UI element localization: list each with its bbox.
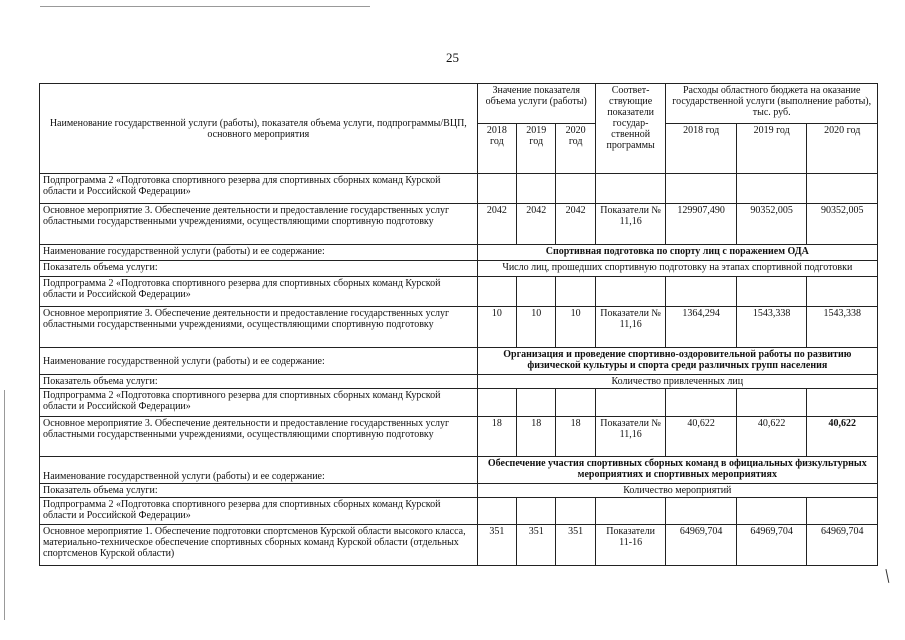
scan-left-edge xyxy=(4,390,5,620)
value-cell: 18 xyxy=(517,417,556,457)
value-cell: 18 xyxy=(477,417,516,457)
header-correspond: Соответствующие показатели государственной программы xyxy=(595,84,666,174)
value-cell: 18 xyxy=(556,417,595,457)
indicator-cell: Показатели 11-16 xyxy=(595,525,666,566)
indicator-cell: Показатели № 11,16 xyxy=(595,307,666,348)
expense-cell: 40,622 xyxy=(736,417,807,457)
volume-name: Количество привлеченных лиц xyxy=(477,375,877,389)
header-expense-group: Расходы областного бюджета на оказание государственной услуги (выполнение работы), тыс. руб. xyxy=(666,84,878,124)
value-cell: 10 xyxy=(517,307,556,348)
value-cell: 2042 xyxy=(556,204,595,245)
header-name-col: Наименование государственной услуги (работы), показателя объема услуги, подпрограммы/ВЦП, основного мероприятия xyxy=(40,84,478,174)
expense-cell: 64969,704 xyxy=(807,525,878,566)
scan-pen-mark xyxy=(876,569,890,585)
volume-label: Показатель объема услуги: xyxy=(40,261,478,277)
scan-top-line xyxy=(40,6,370,7)
service-label: Наименование государственной услуги (работы) и ее содержание: xyxy=(40,348,478,375)
subprogram-text: Подпрограмма 2 «Подготовка спортивного резерва для спортивных сборных команд Курской области и Российской Федерации» xyxy=(40,498,478,525)
subprogram-text: Подпрограмма 2 «Подготовка спортивного резерва для спортивных сборных команд Курской области и Российской Федерации» xyxy=(40,174,478,204)
expense-cell: 1543,338 xyxy=(807,307,878,348)
expense-cell: 64969,704 xyxy=(666,525,737,566)
value-cell: 10 xyxy=(556,307,595,348)
header-year: 2018 год xyxy=(666,124,737,174)
value-cell: 351 xyxy=(477,525,516,566)
header-year: 2020 год xyxy=(807,124,878,174)
volume-name: Количество мероприятий xyxy=(477,484,877,498)
expense-cell: 1364,294 xyxy=(666,307,737,348)
value-cell: 2042 xyxy=(477,204,516,245)
page-number: 25 xyxy=(446,50,459,65)
value-cell: 351 xyxy=(556,525,595,566)
expense-cell: 40,622 xyxy=(807,417,878,457)
value-cell: 10 xyxy=(477,307,516,348)
measure-text: Основное мероприятие 3. Обеспечение деятельности и предоставление государственных услуг областными государственными учреждениями, осуществляющими спортивную подготовку xyxy=(40,417,478,457)
volume-label: Показатель объема услуги: xyxy=(40,484,478,498)
value-cell: 2042 xyxy=(517,204,556,245)
measure-text: Основное мероприятие 1. Обеспечение подготовки спортсменов Курской области высокого класса, материально-техническое обеспечение спортивных сборных команд Курской области (отдельных спортсменов Курской области) xyxy=(40,525,478,566)
service-label: Наименование государственной услуги (работы) и ее содержание: xyxy=(40,457,478,484)
header-value-group: Значение показателя объема услуги (работы) xyxy=(477,84,595,124)
subprogram-text: Подпрограмма 2 «Подготовка спортивного резерва для спортивных сборных команд Курской области и Российской Федерации» xyxy=(40,277,478,307)
measure-text: Основное мероприятие 3. Обеспечение деятельности и предоставление государственных услуг областными государственными учреждениями, осуществляющими спортивную подготовку xyxy=(40,307,478,348)
expense-cell: 64969,704 xyxy=(736,525,807,566)
service-label: Наименование государственной услуги (работы) и ее содержание: xyxy=(40,245,478,261)
header-year: 2020 год xyxy=(556,124,595,174)
expense-cell: 129907,490 xyxy=(666,204,737,245)
budget-table xyxy=(39,83,878,566)
volume-label: Показатель объема услуги: xyxy=(40,375,478,389)
subprogram-text: Подпрограмма 2 «Подготовка спортивного резерва для спортивных сборных команд Курской области и Российской Федерации» xyxy=(40,389,478,417)
measure-text: Основное мероприятие 3. Обеспечение деятельности и предоставление государственных услуг областными государственными учреждениями, осуществляющими спортивную подготовку xyxy=(40,204,478,245)
service-name: Организация и проведение спортивно-оздоровительной работы по развитию физической культуры и спорта среди различных групп населения xyxy=(477,348,877,375)
indicator-cell: Показатели № 11,16 xyxy=(595,417,666,457)
volume-name: Число лиц, прошедших спортивную подготовку на этапах спортивной подготовки xyxy=(477,261,877,277)
header-year: 2019 год xyxy=(517,124,556,174)
header-year: 2019 год xyxy=(736,124,807,174)
value-cell: 351 xyxy=(517,525,556,566)
expense-cell: 40,622 xyxy=(666,417,737,457)
service-name: Спортивная подготовка по спорту лиц с поражением ОДА xyxy=(477,245,877,261)
expense-cell: 90352,005 xyxy=(736,204,807,245)
service-name: Обеспечение участия спортивных сборных команд в официальных физкультурных мероприятиях и спортивных мероприятиях xyxy=(477,457,877,484)
expense-cell: 1543,338 xyxy=(736,307,807,348)
indicator-cell: Показатели № 11,16 xyxy=(595,204,666,245)
header-year: 2018 год xyxy=(477,124,516,174)
expense-cell: 90352,005 xyxy=(807,204,878,245)
